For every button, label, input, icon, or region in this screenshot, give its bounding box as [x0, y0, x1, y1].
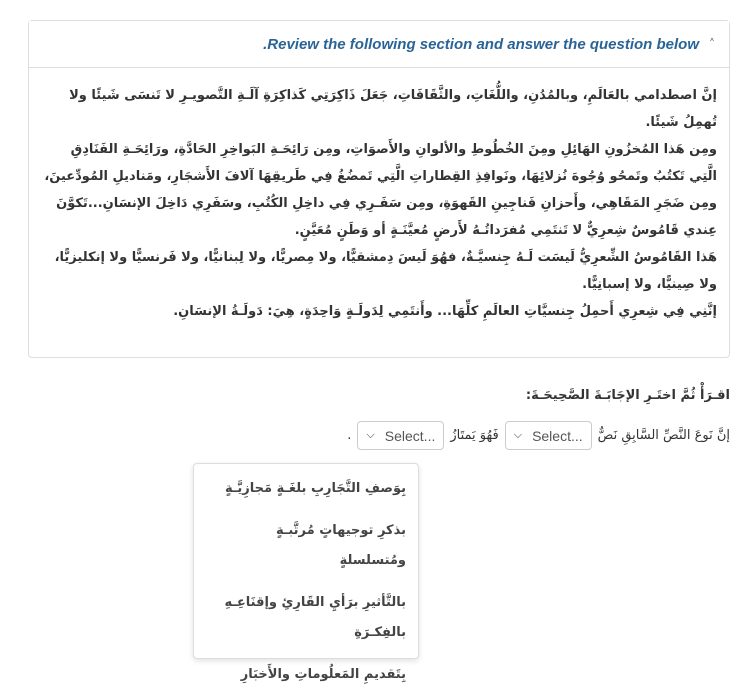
text-type-select[interactable]: [505, 421, 592, 450]
chevron-up-icon[interactable]: ˄: [709, 37, 715, 51]
chevron-down-icon: ⌵: [513, 429, 523, 441]
dropdown-option[interactable]: بِتَقديمِ المَعلُوماتِ والأَخبَارِ: [240, 667, 406, 682]
dropdown-option[interactable]: بِوَصفِ التَّجَارِبِ بلغَـةٍ مَجازِيَّـةٍ: [225, 481, 406, 496]
dropdown-option[interactable]: بالتَّأثيرِ برَأيِ القَارِئِ وإقنَاعِـهِ بالفِكـرَةِ: [224, 595, 406, 640]
paragraph: إنَّنِي فِي شِعرِي أَحمِلُ جِنسيَّاتِ العالَمِ كلِّهَا... وأَنتَمِي لِدَولَـةٍ وَاحِدَةٍ، هِيَ: دَولَـةُ الإنسَانِ.: [173, 304, 717, 319]
question-instruction: اقـرَأْ ثُمَّ اختَـرِ الإجَابَـةَ الصَّحِيحَـةَ:: [525, 388, 730, 403]
question-sentence: [347, 421, 730, 450]
passage-text: [29, 68, 729, 339]
panel-header[interactable]: [29, 21, 729, 68]
select-value: Select...: [384, 427, 436, 444]
feature-select[interactable]: [357, 421, 444, 450]
paragraph: ومِن هَذا المُخزُونِ الهَائِلِ ومِنَ الخُطُوطِ والألوانِ والأَصوَاتِ، ومِن رَائِحَـةِ البَواخِرِ الحَادَّةِ، ورَائِحَـةِ الفَنَادِقِ الَّتِي تَكتُبُ وتَمحُو وُجُوهَ نُزلائِهَا، ونَوافِذِ القِطاراتِ الَّتِي تَمضُغُ فِي طَريقِهَا آلافَ الأَشجَارِ، ومَناديلِ المُودِّعينَ، ومِن ضَجَرِ المَقَاهِي، وأَحزانِ فَناجِينِ القَهوَةِ، ومِن سَفَـرِي فِي داخِلِ الكُتُبِ، وسَفَرِي دَاخِلَ الإنسَانِ...تَكوَّنَ عِندي قَامُوسٌ شِعرِيٌّ لا تَنتَمِي مُفرَداتُـهُ لأَرضٍ مُعيَّنَـةٍ أو وَطَنٍ مُعَيَّنٍ.: [44, 142, 717, 238]
dropdown-option[interactable]: بذكرِ توجيهاتٍ مُرتَّبـةٍ ومُتسلسلةٍ: [276, 523, 406, 568]
paragraph: هَذا القَامُوسُ الشِّعرِيُّ لَيسَت لَـهُ جِنسيَّـةٌ، فهُوَ لَيسَ دِمشقيًّا، ولا مِصريًّا، ولا لِبنانيًّا، ولا فَرنسيًّا ولا إنكليزيًّا، ولا صِينيًّا، ولا إسبانِيًّا.: [54, 250, 717, 292]
feature-dropdown-menu: [193, 463, 419, 682]
panel-title: Review the following section and answer the question below.: [263, 35, 699, 53]
select-value: Select...: [532, 427, 583, 444]
question-prefix: إنَّ نَوعَ النَّصِّ السَّابِقِ نَصٌّ: [597, 428, 730, 443]
passage-panel: [28, 20, 730, 358]
question-suffix: .: [347, 428, 352, 443]
paragraph: إنَّ اصطدامي بالعَالَمِ، وبالمُدُنِ، واللُّغَاتِ، والثَّقَافَاتِ، جَعَلَ ذَاكِرَتِي كَذاكِرَةِ آلَـةِ التَّصويـرِ لا تَنسَى شَيئًا ولا تُهمِلُ شَيئًا.: [69, 88, 717, 130]
chevron-down-icon: ⌵: [366, 429, 375, 441]
question-middle: فَهُوَ يَمتَازُ: [450, 428, 499, 443]
